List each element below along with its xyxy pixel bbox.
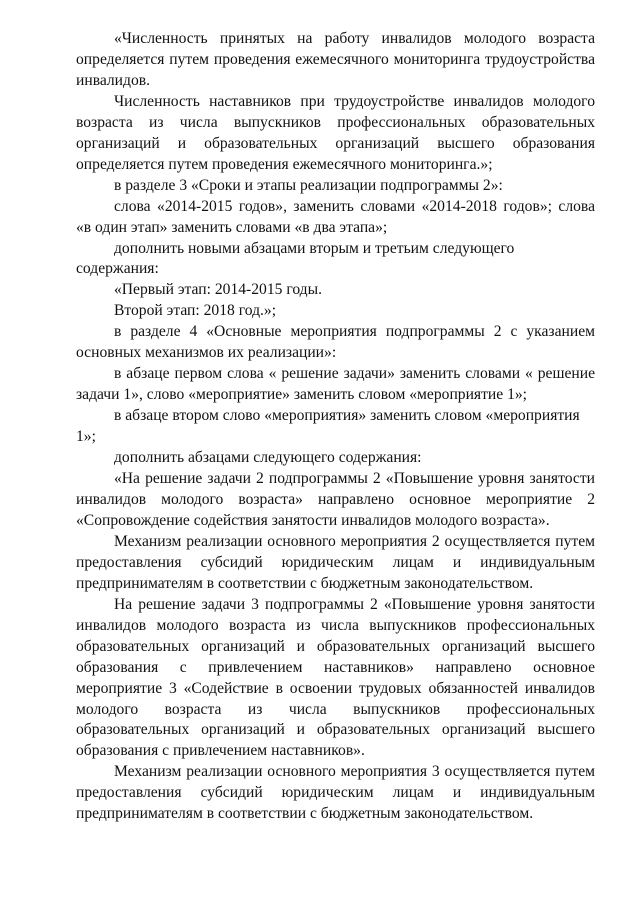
paragraph-section-3-heading: в разделе 3 «Сроки и этапы реализации подпрограммы 2»: — [114, 176, 503, 194]
paragraph-first-subparagraph: в абзаце первом слова « решение задачи» заменить словами « решение задачи 1», слово «мероприятие» заменить словом «мероприятие 1»; — [76, 365, 595, 404]
paragraph-add-following: дополнить абзацами следующего содержания: — [114, 449, 422, 467]
paragraph-add-new-paragraphs: дополнить новыми абзацами вторым и третьим следующего содержания: — [76, 239, 515, 278]
paragraph-replace-years: слова «2014-2015 годов», заменить словами «2014-2018 годов»; слова «в один этап» заменить словами «в два этапа»; — [76, 197, 595, 236]
paragraph-mechanism-2: Механизм реализации основного мероприятия 2 осуществляется путем предоставления субсидий юридическим лицам и индивидуальным предпринимателям в соответствии с бюджетным законодательством. — [76, 532, 595, 592]
paragraph-first-stage: «Первый этап: 2014-2015 годы. — [114, 281, 322, 299]
paragraph-quote-count-disabled: «Численность принятых на работу инвалидов молодого возраста определяется путем проведения ежемесячного мониторинга трудоустройства инвалидов. — [76, 30, 595, 89]
paragraph-second-subparagraph: в абзаце втором слово «мероприятия» заменить словом «мероприятия 1»; — [76, 407, 580, 446]
paragraph-section-4-heading: в разделе 4 «Основные мероприятия подпрограммы 2 с указанием основных механизмов их реализации»: — [76, 323, 595, 362]
paragraph-mechanism-3: Механизм реализации основного мероприятия 3 осуществляется путем предоставления субсидий юридическим лицам и индивидуальным предпринимателям в соответствии с бюджетным законодательством. — [76, 763, 595, 823]
document-page — [76, 29, 595, 825]
paragraph-task-2: «На решение задачи 2 подпрограммы 2 «Повышение уровня занятости инвалидов молодого возраста» направлено основное мероприятие 2 «Сопровождение содействия занятости инвалидов молодого возраста». — [76, 470, 595, 529]
paragraph-mentors-count: Численность наставников при трудоустройстве инвалидов молодого возраста из числа выпускников профессиональных образовательных организаций и образовательных организаций высшего образования определяется путем проведения ежемесячного мониторинга.»; — [76, 92, 595, 173]
paragraph-task-3: На решение задачи 3 подпрограммы 2 «Повышение уровня занятости инвалидов молодого возраста из числа выпускников профессиональных образовательных организаций и образовательных организаций высшего образования с привлечением наставников» направлено основное мероприятие 3 «Содействие в освоении трудовых обязанностей инвалидов молодого возраста из числа выпускников профессиональных образовательных организаций и образовательных организаций высшего образования с привлечением наставников». — [76, 595, 595, 760]
paragraph-second-stage: Второй этап: 2018 год.»; — [114, 302, 277, 320]
